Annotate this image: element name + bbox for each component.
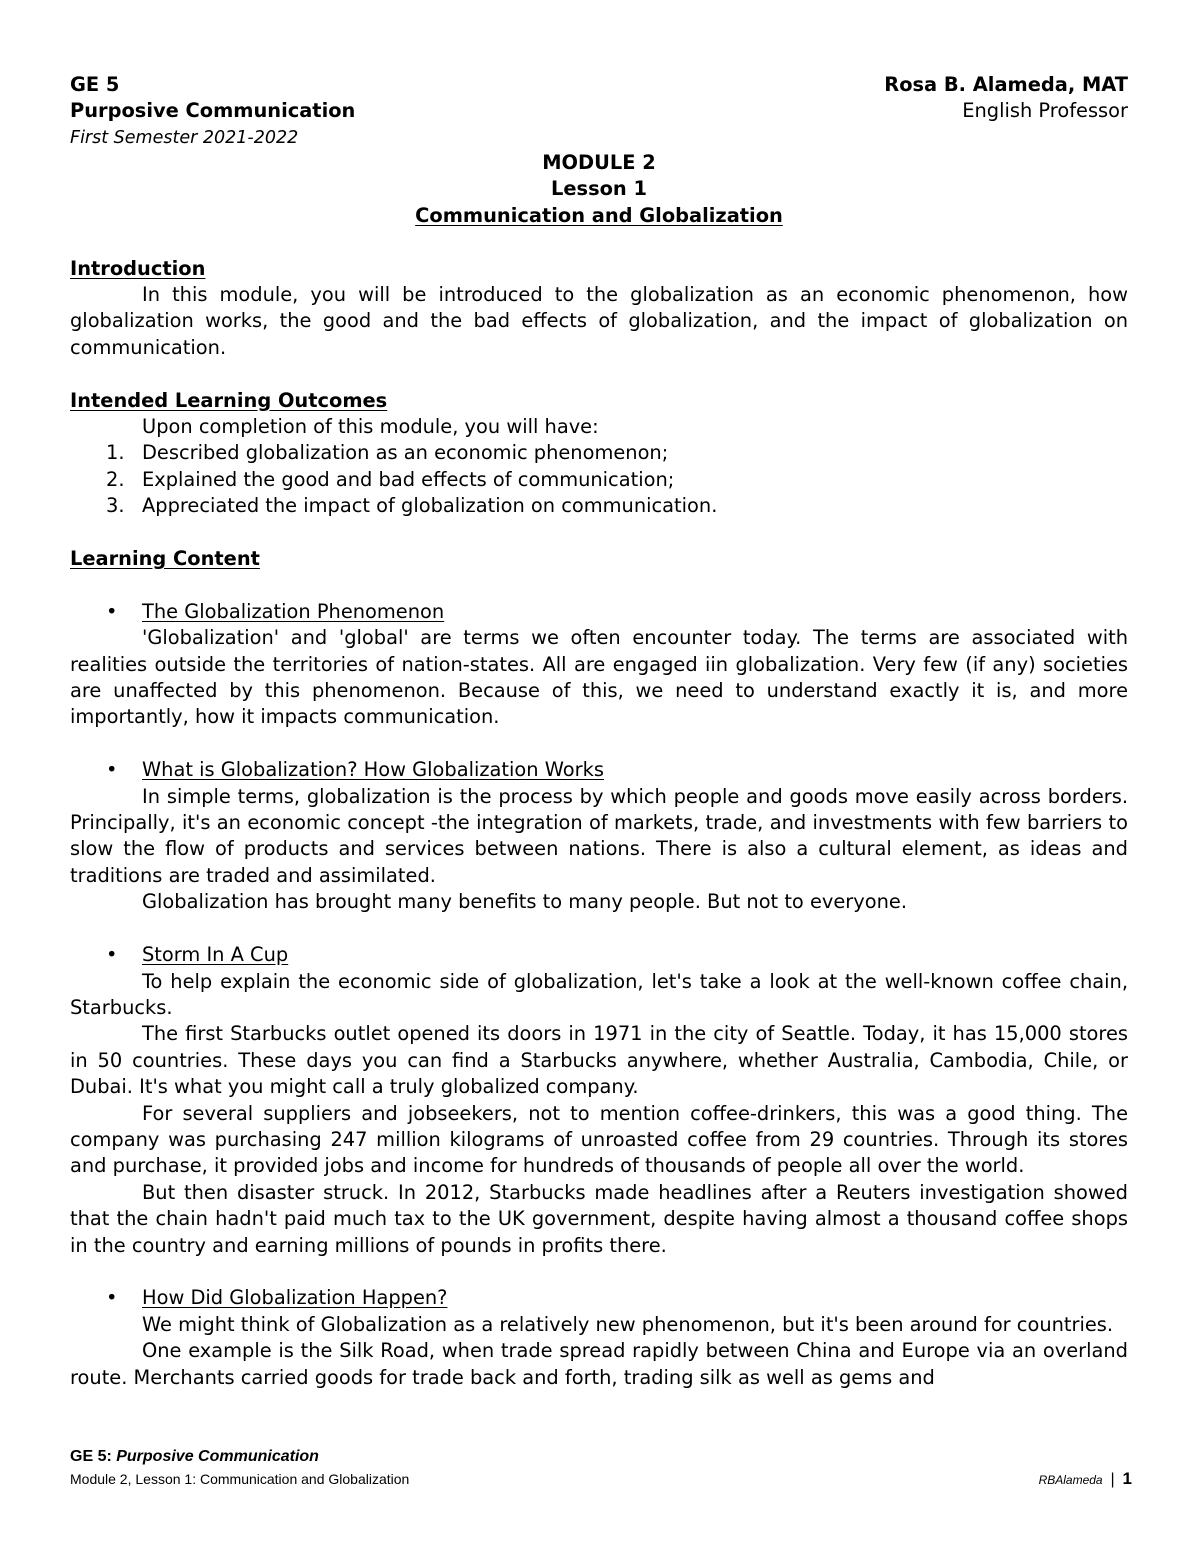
section-title: Storm In A Cup xyxy=(142,943,289,967)
author-title: English Professor xyxy=(962,99,1128,123)
course-title: Purposive Communication xyxy=(70,99,356,123)
introduction-text: In this module, you will be introduced to the globalization as an economic phenomenon, how globalization works, the good and the bad effects of globalization, and the impact of globalization on communication. xyxy=(70,283,1128,359)
footer-author: RBAlameda xyxy=(1038,1473,1103,1487)
outcomes-list xyxy=(70,440,1128,519)
section-what-is-globalization xyxy=(70,757,1128,915)
footer-separator: | xyxy=(1110,1471,1115,1488)
document-page xyxy=(70,72,1128,1391)
list-item: 1. Described globalization as an economic phenomenon; xyxy=(106,441,669,465)
bullet-icon: • xyxy=(106,943,118,967)
list-item: 3. Appreciated the impact of globalization on communication. xyxy=(106,494,718,518)
outcomes-heading: Intended Learning Outcomes xyxy=(70,388,388,412)
outcomes-section xyxy=(70,388,1128,520)
author-name: Rosa B. Alameda, MAT xyxy=(884,73,1128,96)
page-footer xyxy=(70,1448,1132,1493)
module-number: MODULE 2 xyxy=(542,151,656,174)
document-header xyxy=(70,72,1128,152)
section-title: What is Globalization? How Globalization Works xyxy=(142,758,604,782)
paragraph: To help explain the economic side of globalization, let's take a look at the well-known coffee chain, Starbucks. xyxy=(70,969,1128,1019)
section-title: How Did Globalization Happen? xyxy=(142,1286,448,1310)
outcomes-lead: Upon completion of this module, you will have: xyxy=(142,415,599,439)
bullet-icon: • xyxy=(106,1286,118,1310)
footer-course-name: Purposive Communication xyxy=(116,1448,319,1465)
author-info xyxy=(884,72,1128,125)
bullet-icon: • xyxy=(106,599,118,623)
semester: First Semester 2021-2022 xyxy=(70,127,299,148)
introduction-section xyxy=(70,256,1128,362)
lesson-number: Lesson 1 xyxy=(551,177,647,201)
footer-course-prefix: GE 5: xyxy=(70,1448,117,1465)
footer-module-line: Module 2, Lesson 1: Communication and Globalization xyxy=(70,1471,410,1487)
paragraph: In simple terms, globalization is the process by which people and goods move easily across borders. Principally, it's an economic concept -the integration of markets, trade, and investments with few barriers to slow the flow of products and services between nations. There is also a cultural element, as ideas and traditions are traded and assimilated. xyxy=(70,784,1128,887)
introduction-heading: Introduction xyxy=(70,256,206,280)
page-number: 1 xyxy=(1122,1469,1132,1488)
paragraph: One example is the Silk Road, when trade spread rapidly between China and Europe via an overland route. Merchants carried goods for trade back and forth, trading silk as well as gems and xyxy=(70,1339,1128,1389)
section-title: The Globalization Phenomenon xyxy=(142,599,445,623)
course-code: GE 5 xyxy=(70,73,120,96)
section-globalization-phenomenon xyxy=(70,599,1128,731)
section-storm-in-a-cup xyxy=(70,942,1128,1259)
bullet-icon: • xyxy=(106,758,118,782)
paragraph: 'Globalization' and 'global' are terms we often encounter today. The terms are associated with realities outside the territories of nation-states. All are engaged iin globalization. Very few (if any) societies are unaffected by this phenomenon. Because of this, we need to understand exactly it is, and more importantly, how it impacts communication. xyxy=(70,626,1128,729)
list-item: 2. Explained the good and bad effects of communication; xyxy=(106,467,675,491)
section-how-globalization-happened xyxy=(70,1285,1128,1391)
learning-content-section xyxy=(70,546,1128,1391)
paragraph: For several suppliers and jobseekers, not to mention coffee-drinkers, this was a good thing. The company was purchasing 247 million kilograms of unroasted coffee from 29 countries. Through its stores and purchase, it provided jobs and income for hundreds of thousands of people all over the world. xyxy=(70,1101,1128,1178)
course-info xyxy=(70,72,355,151)
paragraph: We might think of Globalization as a relatively new phenomenon, but it's been around for countries. xyxy=(142,1312,1114,1336)
paragraph: But then disaster struck. In 2012, Starbucks made headlines after a Reuters investigation showed that the chain hadn't paid much tax to the UK government, despite having almost a thousand coffee shops in the country and earning millions of pounds in profits there. xyxy=(70,1180,1128,1257)
paragraph: Globalization has brought many benefits to many people. But not to everyone. xyxy=(142,890,907,914)
footer-course xyxy=(70,1448,1132,1466)
lesson-topic: Communication and Globalization xyxy=(415,203,783,227)
module-titles xyxy=(70,150,1128,229)
paragraph: The first Starbucks outlet opened its doors in 1971 in the city of Seattle. Today, it has 15,000 stores in 50 countries. These days you can find a Starbucks anywhere, whether Australia, Cambodia, Chile, or Dubai. It's what you might call a truly globalized company. xyxy=(70,1022,1128,1099)
learning-content-heading: Learning Content xyxy=(70,547,260,571)
